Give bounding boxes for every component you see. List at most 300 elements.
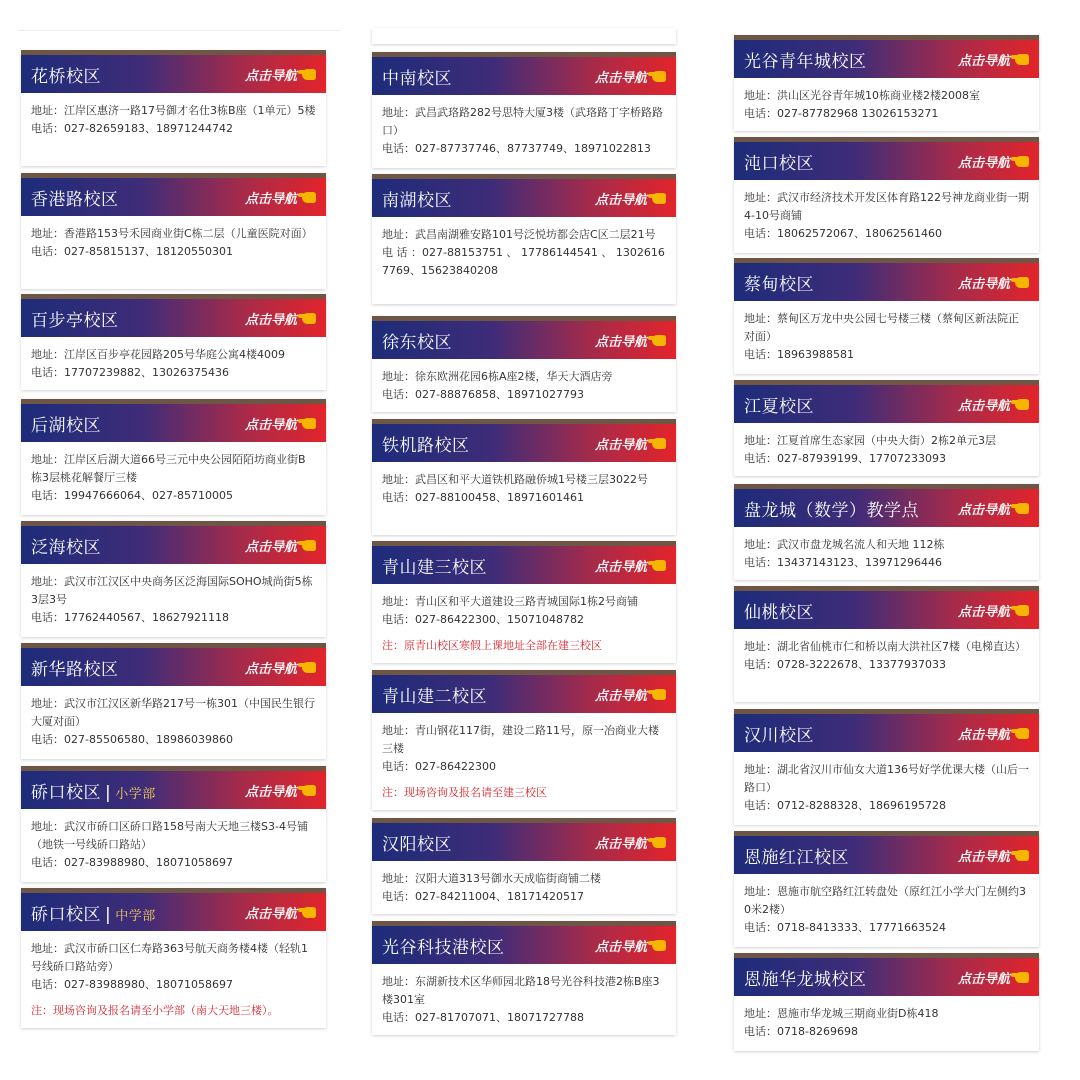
phone-label: 电话： xyxy=(744,799,777,812)
pointing-hand-icon xyxy=(652,560,666,571)
address-text: 洪山区光谷青年城10栋商业楼2楼2008室 xyxy=(777,89,980,102)
phone-text: 17762440567、18627921118 xyxy=(64,611,229,624)
campus-name: 徐东校区 xyxy=(382,332,452,353)
navigate-button[interactable] xyxy=(595,685,666,704)
address-line xyxy=(382,870,666,888)
campus-name: 汉川校区 xyxy=(744,725,814,746)
navigate-label: 点击导航 xyxy=(244,312,297,328)
pointing-hand-icon xyxy=(1015,850,1029,861)
card-body xyxy=(372,217,676,288)
navigate-button[interactable] xyxy=(958,601,1029,620)
phone-label: 电话： xyxy=(744,658,777,671)
campus-title xyxy=(744,721,814,746)
address-line xyxy=(744,432,1029,450)
address-text: 江岸区百步亭花园路205号华庭公寓4楼4009 xyxy=(64,348,285,361)
address-line xyxy=(382,471,666,489)
navigate-button[interactable] xyxy=(245,903,316,922)
card-body xyxy=(734,78,1039,131)
phone-line xyxy=(382,758,666,776)
navigate-button[interactable] xyxy=(595,434,666,453)
navigate-label: 点击导航 xyxy=(244,417,297,433)
campus-card xyxy=(21,50,326,166)
phone-text: 027-85815137、18120550301 xyxy=(64,245,233,258)
campus-name: 光谷青年城校区 xyxy=(744,51,867,72)
navigate-button[interactable] xyxy=(958,968,1029,987)
address-label: 地址： xyxy=(382,595,415,608)
phone-label: 电话： xyxy=(31,978,64,991)
phone-text: 027-85506580、18986039860 xyxy=(64,733,233,746)
address-text: 武汉市盘龙城名流人和天地 112栋 xyxy=(777,538,945,551)
card-header xyxy=(21,526,326,564)
campus-name: 盘龙城（数学）教学点 xyxy=(744,500,919,521)
address-label: 地址： xyxy=(382,975,415,988)
navigate-label: 点击导航 xyxy=(594,836,647,852)
campus-title xyxy=(31,306,119,331)
phone-line xyxy=(382,888,666,906)
address-text: 青山钢花117街，建设二路11号，原一冶商业大楼三楼 xyxy=(382,724,659,755)
phone-line xyxy=(744,450,1029,468)
address-label: 地址： xyxy=(31,227,64,240)
address-label: 地址： xyxy=(744,1007,777,1020)
campus-name: 香港路校区 xyxy=(31,189,119,210)
phone-label: 电话： xyxy=(744,1025,777,1038)
phone-line xyxy=(744,797,1029,815)
address-text: 青山区和平大道建设三路青城国际1栋2号商铺 xyxy=(415,595,638,608)
navigate-button[interactable] xyxy=(245,188,316,207)
card-header xyxy=(734,385,1039,423)
address-label: 地址： xyxy=(744,434,777,447)
phone-text: 027-83988980、18071058697 xyxy=(64,978,233,991)
address-label: 地址： xyxy=(382,106,415,119)
address-text: 江岸区后湖大道66号三元中央公园陌陌坊商业街B栋3层桃花解餐厅三楼 xyxy=(31,453,306,484)
campus-title xyxy=(744,270,814,295)
phone-line xyxy=(382,611,666,629)
card-stub xyxy=(372,28,676,44)
pointing-hand-icon xyxy=(302,418,316,429)
campus-name: 光谷科技港校区 xyxy=(382,937,505,958)
pointing-hand-icon xyxy=(652,689,666,700)
navigate-label: 点击导航 xyxy=(957,849,1010,865)
address-line xyxy=(744,189,1029,225)
phone-label: 电话： xyxy=(382,760,415,773)
campus-title xyxy=(744,965,867,990)
pointing-hand-icon xyxy=(302,69,316,80)
card-body xyxy=(21,216,326,269)
campus-card xyxy=(372,52,676,168)
navigate-button[interactable] xyxy=(595,833,666,852)
navigate-button[interactable] xyxy=(245,781,316,800)
card-body xyxy=(21,564,326,635)
pointing-hand-icon xyxy=(302,313,316,324)
campus-title xyxy=(382,682,487,707)
address-label: 地址： xyxy=(744,640,777,653)
navigate-button[interactable] xyxy=(958,152,1029,171)
card-header xyxy=(372,546,676,584)
card-header xyxy=(734,958,1039,996)
top-divider xyxy=(18,30,340,31)
phone-label: 电 话 ： xyxy=(382,246,422,259)
navigate-label: 点击导航 xyxy=(957,727,1010,743)
navigate-button[interactable] xyxy=(595,189,666,208)
navigate-button[interactable] xyxy=(958,395,1029,414)
phone-line xyxy=(744,1023,1029,1041)
card-body xyxy=(21,442,326,513)
card-header xyxy=(734,263,1039,301)
card-header xyxy=(21,771,326,809)
card-header xyxy=(734,142,1039,180)
phone-label: 电话： xyxy=(31,611,64,624)
campus-card xyxy=(21,888,326,1028)
address-line xyxy=(31,573,316,609)
phone-line xyxy=(382,489,666,507)
card-body xyxy=(21,93,326,146)
pointing-hand-icon xyxy=(652,193,666,204)
phone-text: 0728-3222678、13377937033 xyxy=(777,658,946,671)
phone-line xyxy=(31,120,316,138)
campus-card xyxy=(372,921,676,1035)
address-label: 地址： xyxy=(744,89,777,102)
notice-text: 注：现场咨询及报名请至建三校区 xyxy=(382,786,547,799)
phone-label: 电话： xyxy=(31,733,64,746)
navigate-label: 点击导航 xyxy=(957,53,1010,69)
address-line xyxy=(744,87,1029,105)
phone-text: 027-88100458、18971601461 xyxy=(415,491,584,504)
phone-line xyxy=(382,140,666,158)
title-separator: | xyxy=(105,904,112,925)
address-text: 徐东欧洲花园6栋A座2楼，华天大酒店旁 xyxy=(415,370,613,383)
phone-label: 电话： xyxy=(382,388,415,401)
campus-name: 百步亭校区 xyxy=(31,310,119,331)
address-text: 汉阳大道313号御水天成临街商铺二楼 xyxy=(415,872,601,885)
address-text: 武汉市经济技术开发区体育路122号神龙商业街一期4-10号商铺 xyxy=(744,191,1029,222)
phone-label: 电话： xyxy=(31,366,64,379)
phone-label: 电话： xyxy=(31,245,64,258)
address-line xyxy=(31,695,316,731)
phone-text: 027-82659183、18971244742 xyxy=(64,122,233,135)
pointing-hand-icon xyxy=(652,71,666,82)
phone-line xyxy=(744,105,1029,123)
campus-card xyxy=(734,258,1039,374)
navigate-button[interactable] xyxy=(595,67,666,86)
pointing-hand-icon xyxy=(1015,605,1029,616)
campus-name: 中南校区 xyxy=(382,68,452,89)
card-body xyxy=(21,686,326,757)
campus-card xyxy=(734,380,1039,476)
address-line xyxy=(744,638,1029,656)
campus-title xyxy=(31,778,156,803)
phone-label: 电话： xyxy=(382,142,415,155)
address-text: 湖北省汉川市仙女大道136号好学优课大楼（山后一路口） xyxy=(744,763,1029,794)
address-text: 东湖新技术区华师园北路18号光谷科技港2栋B座3楼301室 xyxy=(382,975,660,1006)
navigate-label: 点击导航 xyxy=(244,191,297,207)
address-label: 地址： xyxy=(744,763,777,776)
phone-line xyxy=(744,656,1029,674)
campus-card xyxy=(372,541,676,663)
phone-text: 13437143123、13971296446 xyxy=(777,556,942,569)
phone-text: 027-86422300 xyxy=(415,760,496,773)
address-label: 地址： xyxy=(382,228,415,241)
card-header xyxy=(21,648,326,686)
phone-label: 电话： xyxy=(744,556,777,569)
campus-title xyxy=(744,598,814,623)
campus-name: 汉阳校区 xyxy=(382,834,452,855)
campus-title xyxy=(744,496,919,521)
phone-label: 电话： xyxy=(744,452,777,465)
phone-label: 电话： xyxy=(31,489,64,502)
pointing-hand-icon xyxy=(302,785,316,796)
notice-text: 注：现场咨询及报名请至小学部（南大天地三楼）。 xyxy=(31,1004,279,1017)
address-text: 武汉市硚口区仁寿路363号航天商务楼4楼（轻轨1号线硚口路站旁） xyxy=(31,942,308,973)
address-label: 地址： xyxy=(382,473,415,486)
navigate-button[interactable] xyxy=(245,65,316,84)
card-header xyxy=(734,489,1039,527)
pointing-hand-icon xyxy=(1015,54,1029,65)
campus-title xyxy=(382,328,452,353)
navigate-button[interactable] xyxy=(595,936,666,955)
navigate-label: 点击导航 xyxy=(244,539,297,555)
address-line xyxy=(382,226,666,244)
phone-text: 027-87737746、87737749、18971022813 xyxy=(415,142,651,155)
navigate-label: 点击导航 xyxy=(957,155,1010,171)
phone-text: 027-81707071、18071727788 xyxy=(415,1011,584,1024)
address-line xyxy=(744,761,1029,797)
card-body xyxy=(734,423,1039,476)
campus-name: 泛海校区 xyxy=(31,537,101,558)
title-separator: | xyxy=(105,782,112,803)
navigate-button[interactable] xyxy=(245,309,316,328)
navigate-button[interactable] xyxy=(958,273,1029,292)
card-header xyxy=(372,926,676,964)
pointing-hand-icon xyxy=(1015,503,1029,514)
phone-label: 电话： xyxy=(382,890,415,903)
notice-text: 注：原青山校区寒假上课地址全部在建三校区 xyxy=(382,639,602,652)
campus-card xyxy=(734,586,1039,702)
pointing-hand-icon xyxy=(302,540,316,551)
phone-line xyxy=(31,243,316,261)
navigate-label: 点击导航 xyxy=(594,437,647,453)
campus-title xyxy=(382,64,452,89)
navigate-label: 点击导航 xyxy=(594,939,647,955)
campus-name: 恩施红江校区 xyxy=(744,847,849,868)
address-line xyxy=(31,940,316,976)
card-header xyxy=(734,591,1039,629)
card-body xyxy=(734,996,1039,1049)
campus-name: 新华路校区 xyxy=(31,659,119,680)
card-body xyxy=(372,462,676,515)
navigate-button[interactable] xyxy=(245,414,316,433)
pointing-hand-icon xyxy=(652,335,666,346)
address-label: 地址： xyxy=(382,370,415,383)
card-header xyxy=(21,55,326,93)
campus-card xyxy=(734,709,1039,825)
card-header xyxy=(734,714,1039,752)
campus-card xyxy=(372,670,676,810)
phone-text: 18963988581 xyxy=(777,348,854,361)
navigate-button[interactable] xyxy=(245,536,316,555)
card-body xyxy=(21,809,326,880)
card-body xyxy=(734,752,1039,823)
navigate-button[interactable] xyxy=(245,658,316,677)
card-body xyxy=(734,180,1039,251)
card-body xyxy=(372,359,676,412)
address-label: 地址： xyxy=(744,312,777,325)
navigate-label: 点击导航 xyxy=(244,661,297,677)
card-body xyxy=(734,301,1039,372)
address-line xyxy=(382,593,666,611)
phone-label: 电话： xyxy=(744,107,777,120)
address-text: 恩施市华龙城三期商业街D栋418 xyxy=(777,1007,939,1020)
phone-line xyxy=(31,976,316,994)
campus-title xyxy=(382,431,470,456)
phone-line xyxy=(31,731,316,749)
address-label: 地址： xyxy=(382,724,415,737)
campus-title xyxy=(382,186,452,211)
phone-text: 18062572067、18062561460 xyxy=(777,227,942,240)
phone-line xyxy=(744,919,1029,937)
pointing-hand-icon xyxy=(302,662,316,673)
campus-name: 恩施华龙城校区 xyxy=(744,969,867,990)
phone-line xyxy=(31,854,316,872)
navigate-label: 点击导航 xyxy=(244,906,297,922)
campus-card xyxy=(21,294,326,390)
pointing-hand-icon xyxy=(1015,277,1029,288)
campus-name: 铁机路校区 xyxy=(382,435,470,456)
navigate-label: 点击导航 xyxy=(244,68,297,84)
campus-card xyxy=(372,419,676,535)
navigate-label: 点击导航 xyxy=(594,70,647,86)
address-label: 地址： xyxy=(744,191,777,204)
campus-section: 中学部 xyxy=(115,908,156,924)
campus-title xyxy=(31,533,101,558)
campus-card xyxy=(21,521,326,637)
campus-card xyxy=(21,643,326,759)
pointing-hand-icon xyxy=(652,837,666,848)
navigate-button[interactable] xyxy=(958,724,1029,743)
address-text: 蔡甸区万龙中央公园七号楼三楼（蔡甸区新法院正对面） xyxy=(744,312,1019,343)
card-body xyxy=(372,95,676,166)
phone-text: 027-88876858、18971027793 xyxy=(415,388,584,401)
phone-label: 电话： xyxy=(382,491,415,504)
campus-title xyxy=(31,900,156,925)
campus-name: 花桥校区 xyxy=(31,66,101,87)
phone-text: 0712-8288328、18696195728 xyxy=(777,799,946,812)
address-text: 武昌武珞路282号思特大厦3楼（武珞路丁字桥路路口） xyxy=(382,106,663,137)
phone-label: 电话： xyxy=(744,921,777,934)
card-body xyxy=(372,713,676,810)
address-label: 地址： xyxy=(744,885,777,898)
address-line xyxy=(382,104,666,140)
address-text: 恩施市航空路红江转盘处（原红江小学大门左侧约30米2楼） xyxy=(744,885,1026,916)
card-body xyxy=(734,629,1039,682)
pointing-hand-icon xyxy=(302,192,316,203)
campus-card xyxy=(372,316,676,412)
address-line xyxy=(31,818,316,854)
navigate-label: 点击导航 xyxy=(957,502,1010,518)
campus-title xyxy=(31,185,119,210)
campus-title xyxy=(744,392,814,417)
address-text: 湖北省仙桃市仁和桥以南大洪社区7楼（电梯直达） xyxy=(777,640,1026,653)
card-header xyxy=(21,299,326,337)
pointing-hand-icon xyxy=(1015,972,1029,983)
address-label: 地址： xyxy=(31,348,64,361)
address-line xyxy=(31,225,316,243)
address-text: 武汉市江汉区中央商务区泛海国际SOHO城尚街5栋3层3号 xyxy=(31,575,313,606)
phone-text: 19947666064、027-85710005 xyxy=(64,489,233,502)
phone-text: 027-83988980、18071058697 xyxy=(64,856,233,869)
address-line xyxy=(382,368,666,386)
phone-text: 027-86422300、15071048782 xyxy=(415,613,584,626)
phone-line xyxy=(382,1009,666,1027)
pointing-hand-icon xyxy=(1015,399,1029,410)
phone-text: 17707239882、13026375436 xyxy=(64,366,229,379)
pointing-hand-icon xyxy=(652,940,666,951)
phone-line xyxy=(31,364,316,382)
campus-name: 仙桃校区 xyxy=(744,602,814,623)
navigate-button[interactable] xyxy=(958,499,1029,518)
campus-name: 青山建三校区 xyxy=(382,557,487,578)
address-line xyxy=(382,722,666,758)
address-label: 地址： xyxy=(31,697,64,710)
address-line xyxy=(382,973,666,1009)
phone-line xyxy=(31,487,316,505)
card-header xyxy=(372,179,676,217)
address-line xyxy=(744,536,1029,554)
campus-title xyxy=(31,62,101,87)
address-label: 地址： xyxy=(31,942,64,955)
card-header xyxy=(372,424,676,462)
campus-card xyxy=(21,399,326,515)
campus-title xyxy=(744,149,814,174)
navigate-label: 点击导航 xyxy=(594,688,647,704)
address-text: 江岸区惠济一路17号御才名仕3栋B座（1单元）5楼 xyxy=(64,104,316,117)
address-text: 武汉市江汉区新华路217号一栋301（中国民生银行大厦对面） xyxy=(31,697,315,728)
campus-card xyxy=(734,35,1039,131)
campus-name: 南湖校区 xyxy=(382,190,452,211)
navigate-label: 点击导航 xyxy=(957,276,1010,292)
campus-title xyxy=(744,843,849,868)
campus-title xyxy=(382,553,487,578)
address-label: 地址： xyxy=(31,104,64,117)
navigate-button[interactable] xyxy=(595,556,666,575)
campus-name: 江夏校区 xyxy=(744,396,814,417)
address-label: 地址： xyxy=(744,538,777,551)
campus-section: 小学部 xyxy=(115,786,156,802)
campus-card xyxy=(734,831,1039,947)
campus-card xyxy=(734,484,1039,580)
phone-label: 电话： xyxy=(31,856,64,869)
navigate-label: 点击导航 xyxy=(957,398,1010,414)
campus-title xyxy=(382,830,452,855)
address-label: 地址： xyxy=(31,575,64,588)
navigate-label: 点击导航 xyxy=(594,192,647,208)
navigate-button[interactable] xyxy=(958,50,1029,69)
phone-line xyxy=(744,554,1029,572)
address-text: 武汉市硚口区硚口路158号南大天地三楼S3-4号铺（地铁一号线硚口路站） xyxy=(31,820,308,851)
card-body xyxy=(21,931,326,1028)
phone-label: 电话： xyxy=(31,122,64,135)
address-label: 地址： xyxy=(31,453,64,466)
address-label: 地址： xyxy=(31,820,64,833)
phone-label: 电话： xyxy=(744,227,777,240)
phone-text: 0718-8269698 xyxy=(777,1025,858,1038)
card-header xyxy=(21,178,326,216)
navigate-button[interactable] xyxy=(595,331,666,350)
card-body xyxy=(372,584,676,663)
campus-name: 硚口校区 xyxy=(31,782,101,803)
phone-line xyxy=(31,609,316,627)
address-text: 武昌南湖雅安路101号泛悦坊都会店C区二层21号 xyxy=(415,228,656,241)
navigate-button[interactable] xyxy=(958,846,1029,865)
